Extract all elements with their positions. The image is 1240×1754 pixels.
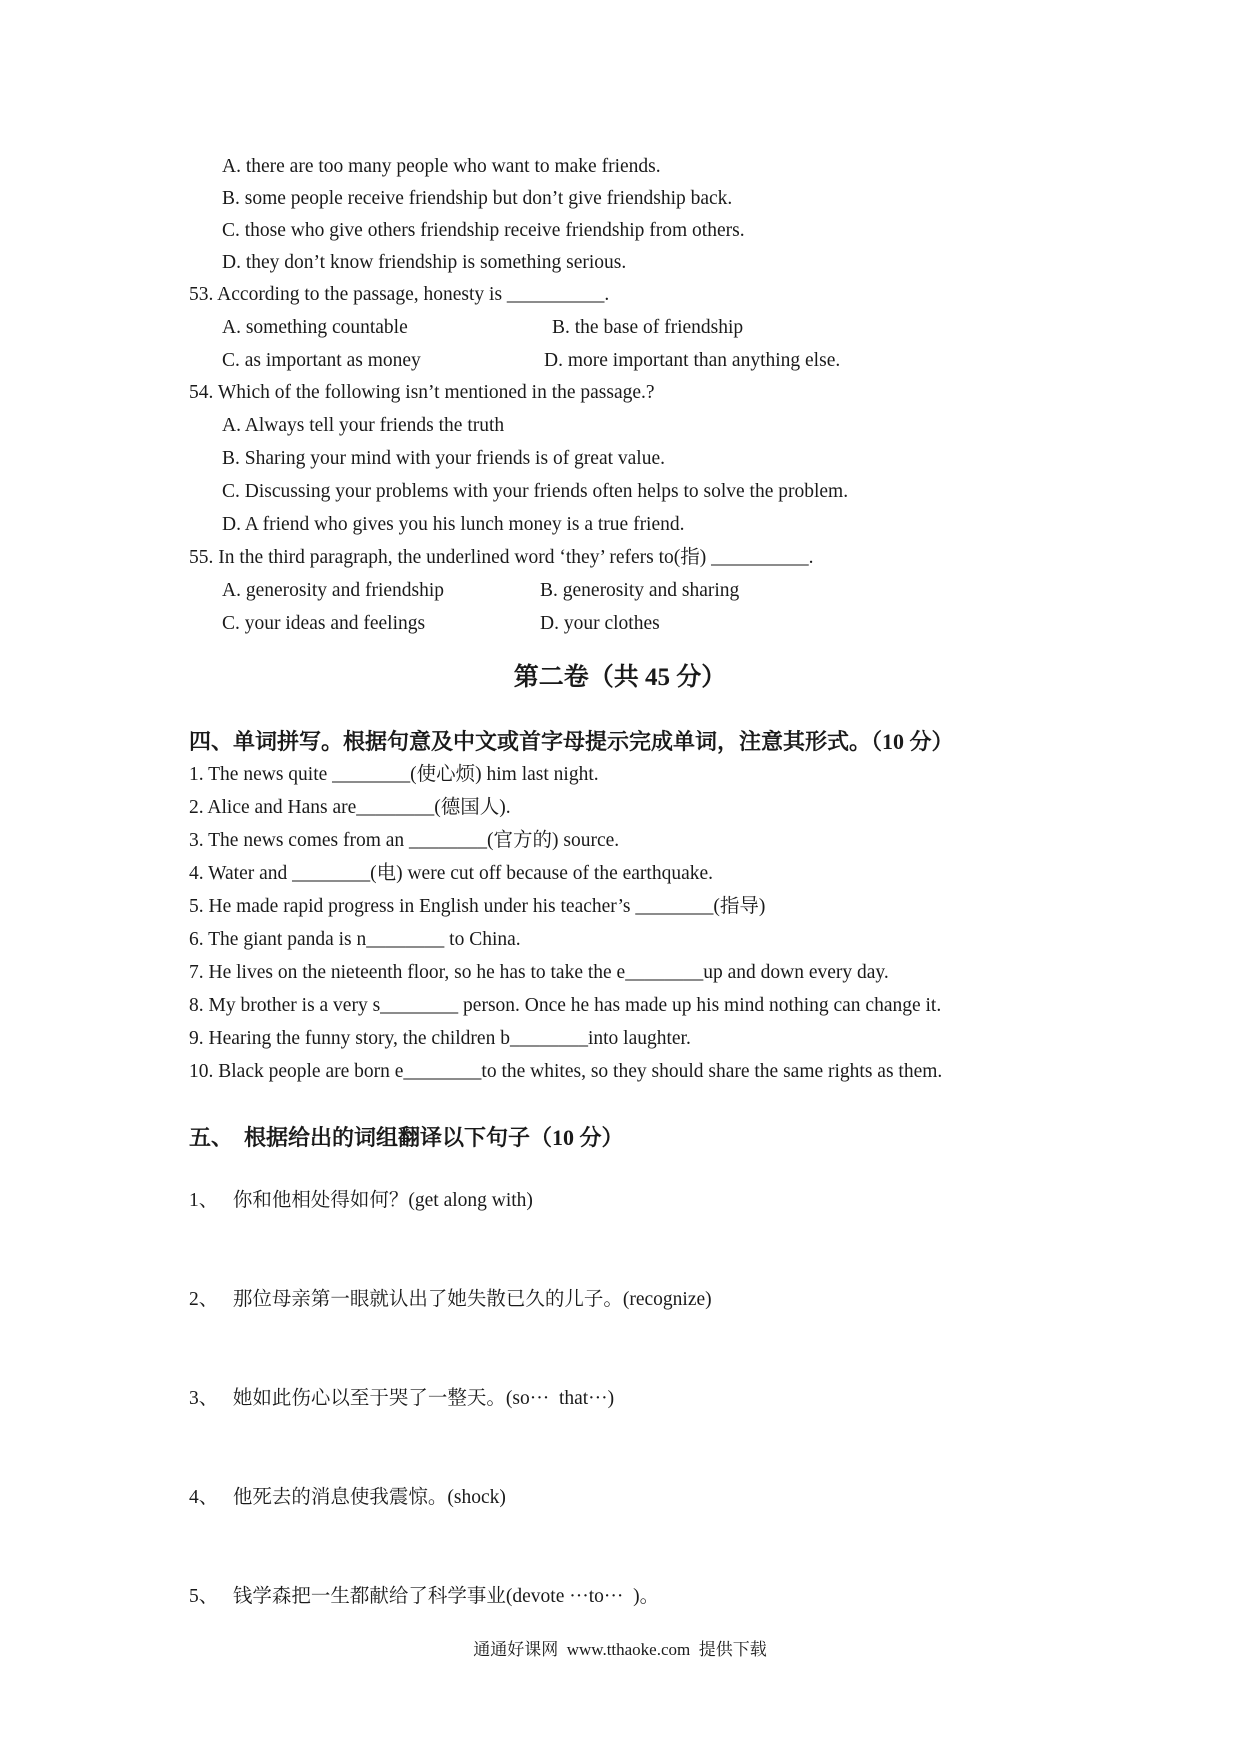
q55-option-a: A. generosity and friendship <box>222 580 445 601</box>
section4-title: 四、单词拼写。根据句意及中文或首字母提示完成单词，注意其形式。（10 分） <box>189 729 954 754</box>
section4-item-1: 1. The news quite ________(使心烦) him last night. <box>189 764 599 785</box>
q55-option-c: C. your ideas and feelings <box>222 613 426 634</box>
section5-item-5: 5、 钱学森把一生都献给了科学事业(devote ···to··· )。 <box>189 1586 660 1607</box>
section4-item-2: 2. Alice and Hans are________(德国人). <box>189 797 511 818</box>
q53-option-c: C. as important as money <box>222 350 421 371</box>
q54-stem: 54. Which of the following isn’t mentioned in the passage.? <box>189 382 655 403</box>
section5-item-4: 4、 他死去的消息使我震惊。(shock) <box>189 1487 506 1508</box>
q52-option-c: C. those who give others friendship receive friendship from others. <box>222 220 745 241</box>
part2-title: 第二卷（共 45 分） <box>513 664 727 691</box>
section5-item-3: 3、 她如此伤心以至于哭了一整天。(so··· that···) <box>189 1388 615 1409</box>
section4-item-6: 6. The giant panda is n________ to China. <box>189 929 521 950</box>
section5-item-2: 2、 那位母亲第一眼就认出了她失散已久的儿子。(recognize) <box>189 1289 712 1310</box>
q53-option-b: B. the base of friendship <box>552 317 744 338</box>
q54-option-a: A. Always tell your friends the truth <box>222 415 505 436</box>
footer-download-note: 通通好课网 www.tthaoke.com 提供下载 <box>473 1640 767 1659</box>
section4-item-3: 3. The news comes from an ________(官方的) source. <box>189 830 620 851</box>
q52-option-d: D. they don’t know friendship is something serious. <box>222 252 627 273</box>
section4-item-4: 4. Water and ________(电) were cut off because of the earthquake. <box>189 863 714 884</box>
q54-option-c: C. Discussing your problems with your friends often helps to solve the problem. <box>222 481 849 502</box>
q53-option-a: A. something countable <box>222 317 408 338</box>
section5-title: 五、 根据给出的词组翻译以下句子（10 分） <box>189 1125 624 1150</box>
q52-option-b: B. some people receive friendship but don’t give friendship back. <box>222 188 733 209</box>
section4-item-7: 7. He lives on the nieteenth floor, so he has to take the e________up and down every day. <box>189 962 889 983</box>
section4-item-9: 9. Hearing the funny story, the children b________into laughter. <box>189 1028 691 1049</box>
section5-item-1: 1、 你和他相处得如何？(get along with) <box>189 1190 533 1211</box>
q52-option-a: A. there are too many people who want to make friends. <box>222 156 661 177</box>
section4-item-5: 5. He made rapid progress in English under his teacher’s ________(指导) <box>189 896 766 917</box>
q54-option-d: D. A friend who gives you his lunch money is a true friend. <box>222 514 685 535</box>
section4-item-8: 8. My brother is a very s________ person. Once he has made up his mind nothing can change it. <box>189 995 942 1016</box>
q53-stem: 53. According to the passage, honesty is __________. <box>189 284 610 305</box>
q55-option-d: D. your clothes <box>540 613 660 634</box>
q55-option-b: B. generosity and sharing <box>540 580 740 601</box>
section4-item-10: 10. Black people are born e________to the whites, so they should share the same rights as them. <box>189 1061 943 1082</box>
q55-stem: 55. In the third paragraph, the underlined word ‘they’ refers to(指) __________. <box>189 547 814 568</box>
q53-option-d: D. more important than anything else. <box>544 350 841 371</box>
q54-option-b: B. Sharing your mind with your friends is of great value. <box>222 448 666 469</box>
